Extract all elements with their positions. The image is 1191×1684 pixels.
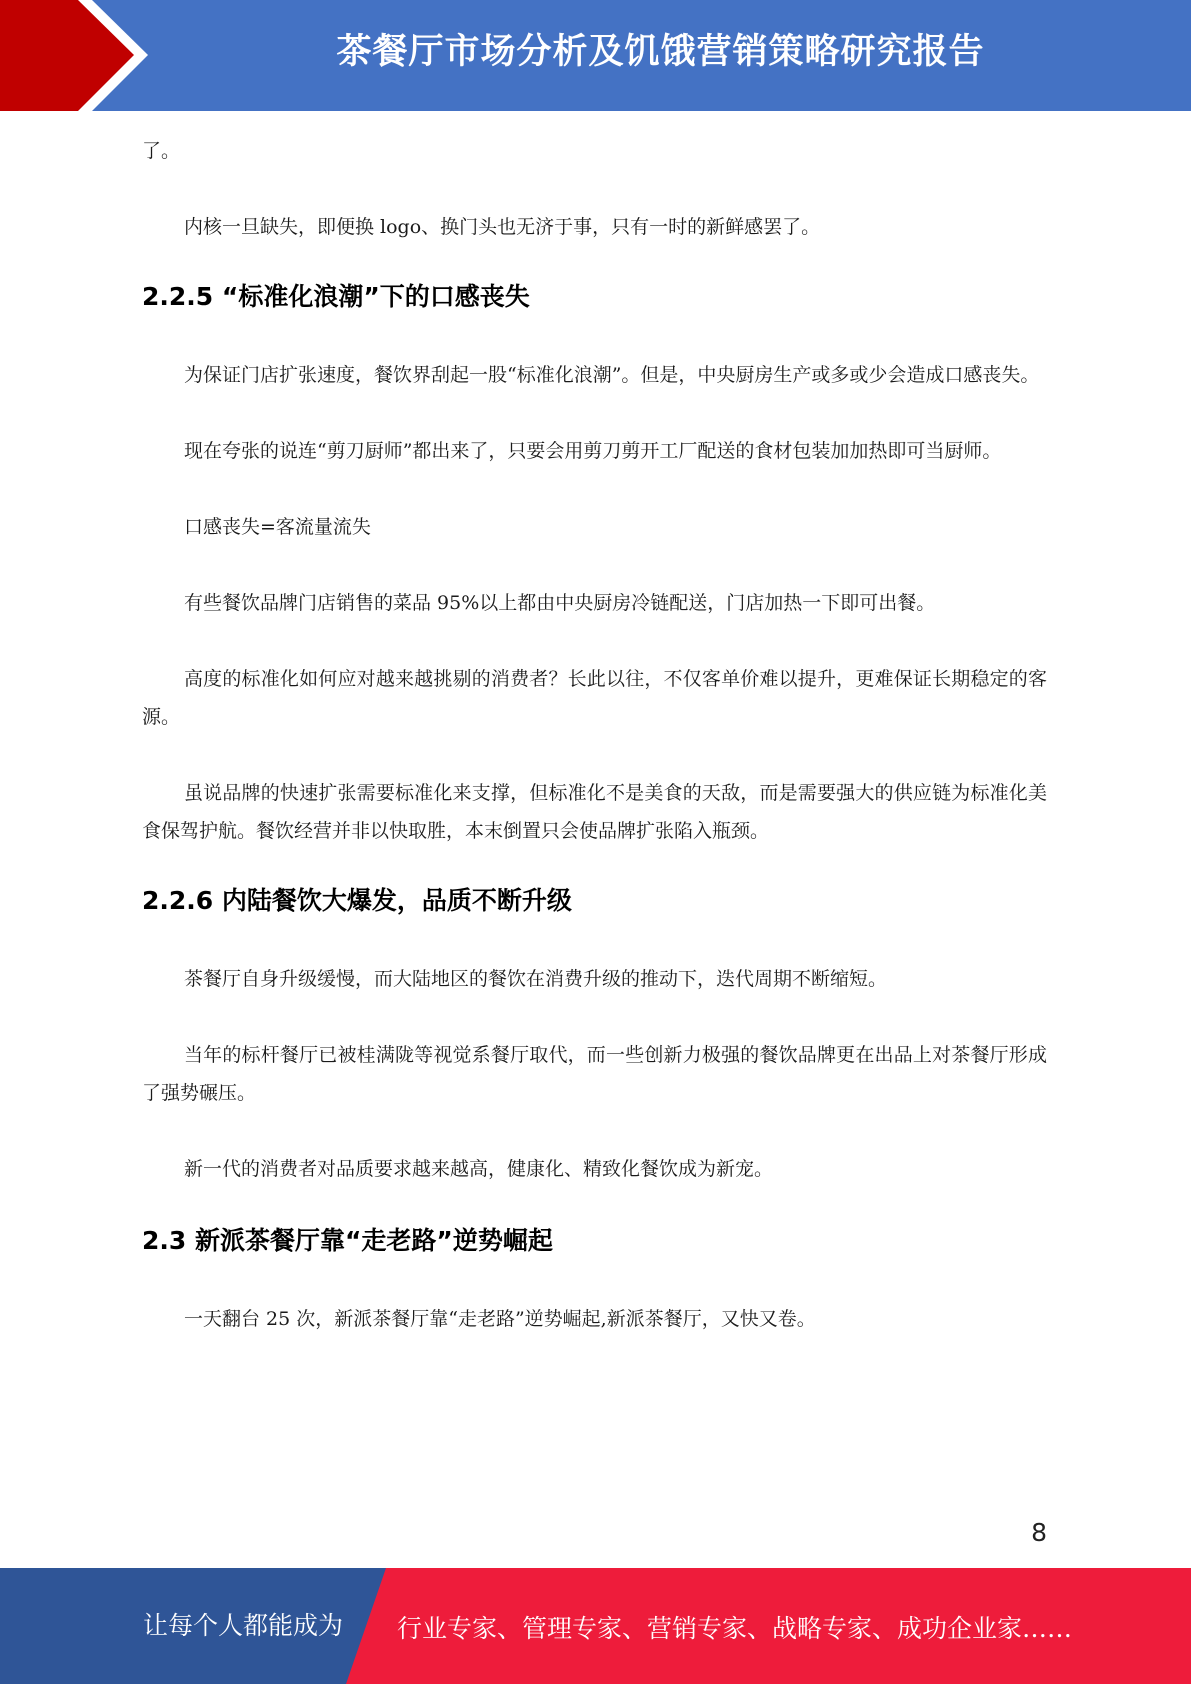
page-number: 8 <box>1031 1518 1047 1547</box>
header-banner <box>0 0 1191 111</box>
paragraph: 现在夸张的说连“剪刀厨师”都出来了，只要会用剪刀剪开工厂配送的食材包装加加热即可当厨师。 <box>184 440 1002 462</box>
footer-slogan-right: 行业专家、管理专家、营销专家、战略专家、成功企业家…… <box>397 1614 1073 1643</box>
paragraph: 一天翻台 25 次，新派茶餐厅靠“走老路”逆势崛起,新派茶餐厅，又快又卷。 <box>184 1308 816 1330</box>
section-heading-2-2-5: 2.2.5 “标准化浪潮”下的口感丧失 <box>142 282 530 311</box>
page-content <box>142 132 1047 1338</box>
paragraph: 有些餐饮品牌门店销售的菜品 95%以上都由中央厨房冷链配送，门店加热一下即可出餐。 <box>184 592 936 614</box>
section-heading-2-3: 2.3 新派茶餐厅靠“走老路”逆势崛起 <box>142 1226 553 1255</box>
paragraph: 高度的标准化如何应对越来越挑剔的消费者？长此以往，不仅客单价难以提升，更难保证长期稳定的客源。 <box>142 668 1047 728</box>
paragraph: 虽说品牌的快速扩张需要标准化来支撑，但标准化不是美食的天敌，而是需要强大的供应链为标准化美食保驾护航。餐饮经营并非以快取胜，本末倒置只会使品牌扩张陷入瓶颈。 <box>142 782 1047 842</box>
paragraph: 为保证门店扩张速度，餐饮界刮起一股“标准化浪潮”。但是，中央厨房生产或多或少会造成口感丧失。 <box>184 364 1040 386</box>
paragraph: 口感丧失=客流量流失 <box>184 516 371 538</box>
paragraph: 了。 <box>142 140 181 162</box>
paragraph: 当年的标杆餐厅已被桂满陇等视觉系餐厅取代，而一些创新力极强的餐饮品牌更在出品上对茶餐厅形成了强势碾压。 <box>142 1044 1047 1104</box>
paragraph: 茶餐厅自身升级缓慢，而大陆地区的餐饮在消费升级的推动下，迭代周期不断缩短。 <box>184 968 888 990</box>
paragraph: 内核一旦缺失，即便换 logo、换门头也无济于事，只有一时的新鲜感罢了。 <box>184 216 821 238</box>
header-red-arrow-decoration <box>0 0 160 111</box>
paragraph: 新一代的消费者对品质要求越来越高，健康化、精致化餐饮成为新宠。 <box>184 1158 774 1180</box>
footer-slogan-left: 让每个人都能成为 <box>143 1611 344 1640</box>
footer-banner <box>0 1568 1191 1684</box>
section-heading-2-2-6: 2.2.6 内陆餐饮大爆发，品质不断升级 <box>142 886 572 915</box>
document-title: 茶餐厅市场分析及饥饿营销策略研究报告 <box>336 32 985 72</box>
